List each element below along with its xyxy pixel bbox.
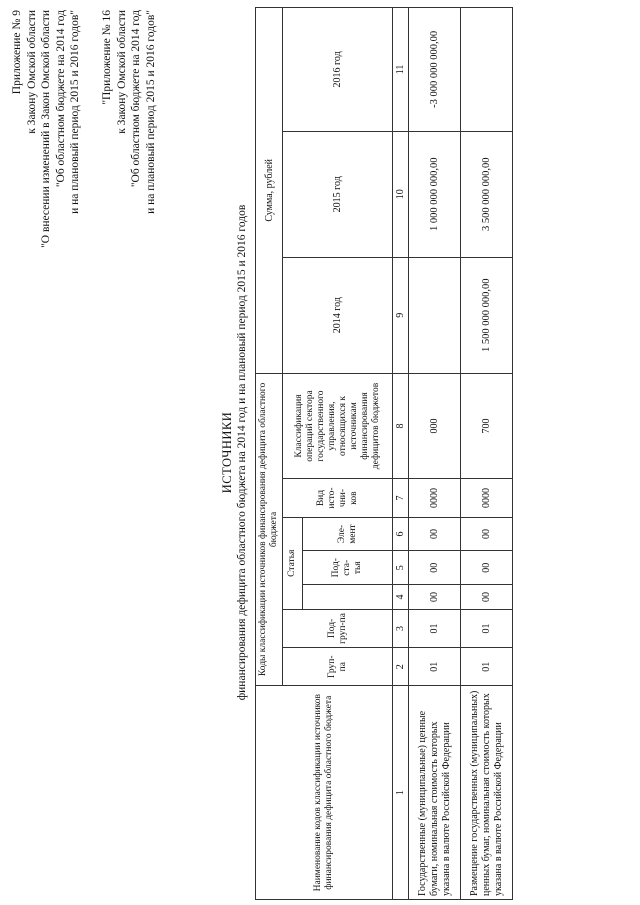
row-element: 00 (409, 517, 461, 551)
col-number: 2 (393, 648, 409, 686)
row-group: 01 (409, 648, 461, 686)
header-subarticle: Под-ста-тья (303, 551, 393, 585)
row-2015: 3 500 000 000,00 (461, 131, 513, 257)
row-subgroup: 01 (461, 609, 513, 647)
col-number: 8 (393, 373, 409, 479)
appendix-9-line1: Приложение № 9 (11, 10, 23, 95)
header-article-blank (303, 585, 393, 610)
appendix-16-line1: "Приложение № 16 (101, 10, 113, 105)
col-number: 10 (393, 131, 409, 257)
header-article: Статья (283, 517, 303, 609)
row-kind: 0000 (409, 479, 461, 517)
table-row (409, 8, 461, 900)
row-subarticle: 00 (409, 551, 461, 585)
row-element: 00 (461, 517, 513, 551)
appendix-9-line2: к Закону Омской области (25, 10, 38, 134)
header-subgroup: Под-груп-па (283, 609, 393, 647)
document-title: ИСТОЧНИКИ (220, 411, 234, 494)
row-2016 (461, 8, 513, 132)
col-number: 9 (393, 257, 409, 373)
row-name: Размещение государственных (муниципальных) ценных бумаг, номинальная стоимость которых указана в валюте Российской Федерации (461, 686, 513, 900)
row-2014: 1 500 000 000,00 (461, 257, 513, 373)
table-row (461, 8, 513, 900)
row-2016: -3 000 000 000,00 (409, 8, 461, 132)
document-subtitle: финансирования дефицита областного бюджета на 2014 год и на плановый период 2015 и 2016 годов (236, 204, 248, 701)
appendix-16-line2: к Закону Омской области (115, 10, 128, 134)
appendix-9-header (10, 10, 83, 248)
appendix-9-line4: "Об областном бюджете на 2014 год (54, 10, 67, 188)
col-number: 6 (393, 517, 409, 551)
row-2014 (409, 257, 461, 373)
col-number: 5 (393, 551, 409, 585)
row-group: 01 (461, 648, 513, 686)
appendix-16-line3: "Об областном бюджете на 2014 год (130, 10, 142, 188)
header-2014: 2014 год (283, 257, 393, 373)
col-number: 1 (393, 686, 409, 900)
col-number: 3 (393, 609, 409, 647)
row-name: Государственные (муниципальные) ценные бумаги, номинальная стоимость которых указана в валюте Российской Федерации (409, 686, 461, 900)
header-name-column: Наименование кодов классификации источников финансирования дефицита областного бюджета (256, 686, 393, 900)
sources-table (255, 7, 513, 900)
appendix-9-line5: и на плановый период 2015 и 2016 годов" (69, 10, 81, 214)
row-classification: 000 (409, 373, 461, 479)
appendix-16-line4: и на плановый период 2015 и 2016 годов" (144, 10, 157, 214)
header-group: Груп-па (283, 648, 393, 686)
header-kind: Вид исто-чни-ков (283, 479, 393, 517)
header-sum-column: Сумма, рублей (256, 8, 283, 374)
header-element: Эле-мент (303, 517, 393, 551)
row-classification: 700 (461, 373, 513, 479)
col-number: 7 (393, 479, 409, 517)
row-article: 00 (461, 585, 513, 610)
row-kind: 0000 (461, 479, 513, 517)
col-number: 4 (393, 585, 409, 610)
row-2015: 1 000 000 000,00 (409, 131, 461, 257)
appendix-16-header (100, 10, 158, 214)
header-2015: 2015 год (283, 131, 393, 257)
header-2016: 2016 год (283, 8, 393, 132)
row-article: 00 (409, 585, 461, 610)
header-classification: Классификация операций сектора государственного управления, относящихся к источникам финансирования дефицитов бюджетов (283, 373, 393, 479)
row-subarticle: 00 (461, 551, 513, 585)
row-subgroup: 01 (409, 609, 461, 647)
col-number: 11 (393, 8, 409, 132)
header-codes-column: Коды классификации источников финансирования дефицита областного бюджета (256, 373, 283, 686)
appendix-9-line3: "О внесении изменений в Закон Омской области (40, 10, 52, 248)
